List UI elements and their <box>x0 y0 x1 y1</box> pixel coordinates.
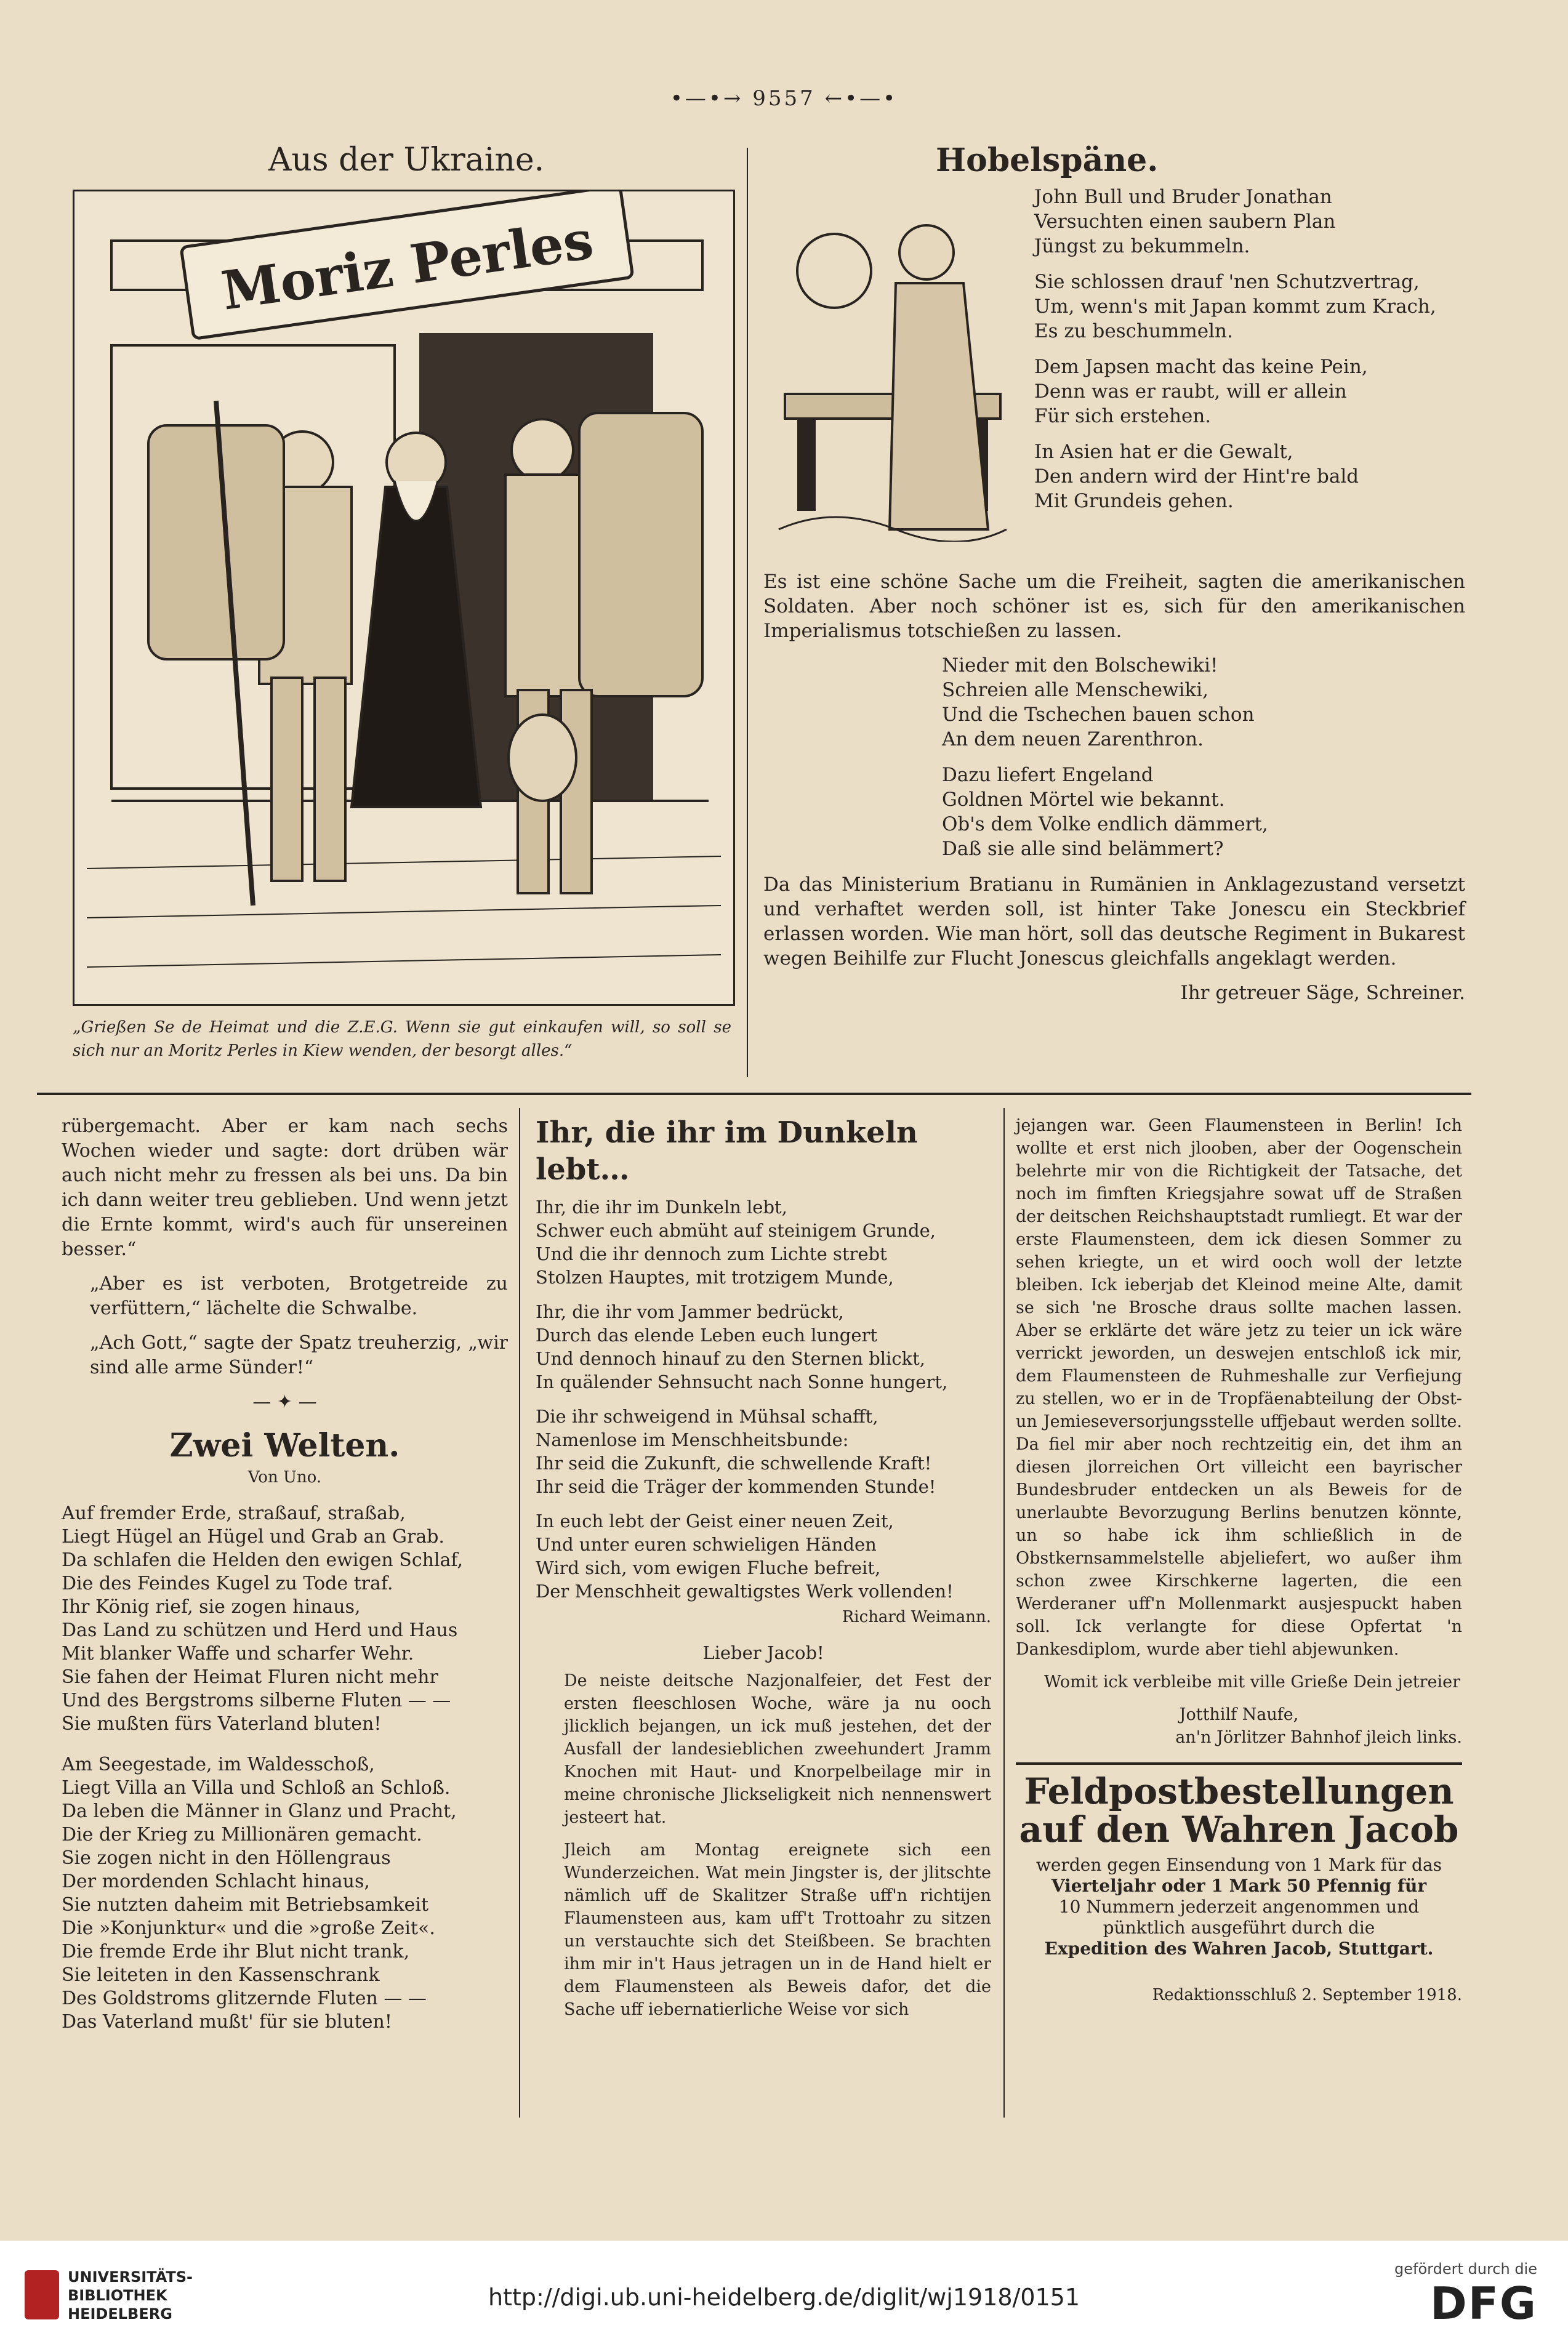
verse-line: Liegt Villa an Villa und Schloß an Schloß. <box>62 1777 451 1799</box>
middle-column <box>536 1114 991 2031</box>
verse-line: Dazu liefert Engeland <box>942 764 1154 786</box>
verse-line: Und die ihr dennoch zum Lichte strebt <box>536 1243 887 1264</box>
digitization-footer <box>0 2241 1568 2349</box>
verse-line: Und die Tschechen bauen schon <box>942 704 1255 726</box>
ornament: — ✦ — <box>252 1391 317 1413</box>
verse-line: Und dennoch hinauf zu den Sternen blickt, <box>536 1348 926 1369</box>
verse-line: Und des Bergstroms silberne Fluten — — <box>62 1690 451 1711</box>
cartoon-caption: „Grießen Se de Heimat und die Z.E.G. Wenn sie gut einkaufen will, so soll se sich nur an Moritz Perles in Kiew wenden, der besorgt alles.“ <box>73 1018 731 1060</box>
dfg-logo: DFG <box>1429 2278 1537 2329</box>
column-divider <box>519 1108 520 2118</box>
verse-line: Ihr König rief, sie zogen hinaus, <box>62 1596 361 1618</box>
stanza <box>1034 270 1502 343</box>
paragraph: jejangen war. Geen Flaumensteen in Berlin! Ich wollte et erst nich jlooben, aber der Oogenschein belehrte mir von die Richtigkeit der Tatsache, det noch im fimften Kriegsjahre sowat uff de Straßen der deitschen Reichshauptstadt rumliegt. Et war der erste Flaumensteen, dem ick diesen Sommer zu sehen kriegte, un et wird ooch woll der letzte bleiben. Ick ieberjab det Kleinod meine Alte, damit se sich 'ne Brosche draus sollte machen lassen. Aber se erklärte det wäre jetz zu teier un ick wäre verrickt jeworden, un deswejen entschloß ick mir, dem Flaumensteen de Ruhmeshalle zur Verfiejung zu stellen, wo er in de Tropfäenabteilung der Obst- un Jemieseversorjungsstelle uffjebaut werden sollte. Da fiel mir aber noch rechtzeitig ein, det ihm an diesen jlorreichen Ort villeicht een bayrischer Bundesbruder entdecken un als Beweis for de unerlaubte Bevorzugung Berlins benutzen könnte, un so habe ick ihm schließlich in de Obstkernsammelstelle abjeliefert, wo außer ihm schon zwee Kirschkerne lagerten, die een Werderaner uff'n Mollenmarkt ausjespuckt haben soll. Ick verlangte for diese Opfertat 'n Dankesdiplom, wurde aber tiehl abjewunken. <box>1016 1116 1462 1659</box>
funder-logo <box>1394 2260 1537 2329</box>
left-column <box>62 1114 508 2045</box>
hobelspaene-body <box>763 569 1465 1005</box>
verse-line: Die ihr schweigend in Mühsal schafft, <box>536 1406 878 1427</box>
stanza <box>536 1405 991 1498</box>
verse-line: Die »Konjunktur« und die »große Zeit«. <box>62 1917 435 1939</box>
zwei-welten-author: Von Uno. <box>247 1468 322 1487</box>
stanza <box>1034 440 1502 513</box>
verse-line: Die der Krieg zu Millionären gemacht. <box>62 1824 422 1845</box>
verse-line: Durch das elende Leben euch lungert <box>536 1325 877 1346</box>
stanza <box>942 653 1465 752</box>
verse-line: Da schlafen die Helden den ewigen Schlaf, <box>62 1549 463 1571</box>
verse-line: Sie fahen der Heimat Fluren nicht mehr <box>62 1666 438 1688</box>
editorial-deadline: Redaktionsschluß 2. September 1918. <box>1152 1986 1462 2004</box>
ad-title-line2: auf den Wahren Jacob <box>1019 1809 1459 1850</box>
letter-salutation: Lieber Jacob! <box>702 1642 824 1663</box>
library-name: BIBLIOTHEK <box>68 2287 167 2304</box>
hobelspaene-verse1 <box>1034 185 1502 524</box>
stanza <box>62 1502 508 1736</box>
paragraph: „Ach Gott,“ sagte der Spatz treuherzig, „wir sind alle arme Sünder!“ <box>90 1332 508 1378</box>
ad-text: pünktlich ausgeführt durch die <box>1103 1917 1375 1938</box>
stanza <box>536 1195 991 1289</box>
ukraine-title: Aus der Ukraine. <box>268 142 545 179</box>
verse-line: Des Goldstroms glitzernde Fluten — — <box>62 1988 427 2009</box>
verse-line: Das Land zu schützen und Herd und Haus <box>62 1620 458 1641</box>
paragraph: De neiste deitsche Nazjonalfeier, det Fest der ersten fleeschlosen Woche, wäre ja nu ooch jlicklich bejangen, un ick muß jestehen, det der Ausfall der landesieblichen zweehundert Jramm Knochen mit Haut- und Knorpelbeilage mir in meine chronische Jlickseligkeit nich nennenswert jesteert hat. <box>564 1671 991 1827</box>
verse-line: Der Menschheit gewaltigstes Werk vollenden! <box>536 1581 954 1602</box>
shop-sign: Moriz Perles <box>217 209 597 323</box>
column-divider <box>1003 1108 1005 2118</box>
verse-line: Jüngst zu bekummeln. <box>1034 235 1250 257</box>
verse-line: Auf fremder Erde, straßauf, straßab, <box>62 1503 406 1524</box>
stanza <box>1034 185 1502 259</box>
subscription-ad <box>1016 1762 1462 1959</box>
cartoon-illustration <box>73 190 735 1006</box>
verse-line: Denn was er raubt, will er allein <box>1034 380 1347 403</box>
verse-line: Den andern wird der Hint're bald <box>1034 465 1359 488</box>
paragraph: „Aber es ist verboten, Brotgetreide zu verfüttern,“ lächelte die Schwalbe. <box>90 1273 508 1319</box>
verse-line: An dem neuen Zarenthron. <box>942 728 1204 750</box>
poem-author: Richard Weimann. <box>842 1608 991 1626</box>
verse-line: Mit blanker Waffe und scharfer Wehr. <box>62 1643 414 1664</box>
verse-line: Wird sich, vom ewigen Fluche befreit, <box>536 1557 881 1578</box>
verse-line: Namenlose im Menschheitsbunde: <box>536 1429 849 1450</box>
right-column <box>1016 1114 1462 2007</box>
verse-line: Da leben die Männer in Glanz und Pracht, <box>62 1801 457 1822</box>
funding-text: gefördert durch die <box>1394 2260 1537 2278</box>
verse-line: Schreien alle Menschewiki, <box>942 679 1208 701</box>
hobelspaene-title: Hobelspäne. <box>936 142 1159 179</box>
ad-text: 10 Nummern jederzeit angenommen und <box>1058 1897 1420 1917</box>
verse-line: Sie mußten fürs Vaterland bluten! <box>62 1713 382 1735</box>
verse-line: In euch lebt der Geist einer neuen Zeit, <box>536 1511 894 1532</box>
verse-line: John Bull und Bruder Jonathan <box>1034 186 1332 208</box>
verse-line: Sie leiteten in den Kassenschrank <box>62 1964 380 1986</box>
verse-line: Ihr seid die Zukunft, die schwellende Kraft! <box>536 1453 932 1474</box>
verse-line: Ihr, die ihr vom Jammer bedrückt, <box>536 1301 844 1322</box>
paragraph: Da das Ministerium Bratianu in Rumänien in Anklagezustand versetzt und verhaftet werden soll, ist hinter Take Jonescu ein Steckbrief erlassen worden. Wie man hört, soll das deutsche Regiment in Bukarest wegen Beihilfe zur Flucht Jonescus gleichfalls angeklagt werden. <box>763 873 1465 970</box>
section-divider <box>37 1093 1471 1095</box>
stanza <box>942 763 1465 861</box>
carpenter-drawing <box>773 185 1013 542</box>
stanza <box>1034 355 1502 428</box>
verse-line: In Asien hat er die Gewalt, <box>1034 441 1293 463</box>
verse-line: Ihr, die ihr im Dunkeln lebt, <box>536 1197 787 1218</box>
verse-line: Mit Grundeis gehen. <box>1034 490 1234 512</box>
verse-line: Daß sie alle sind belämmert? <box>942 838 1224 860</box>
stanza <box>536 1509 991 1603</box>
verse-line: Um, wenn's mit Japan kommt zum Krach, <box>1034 295 1436 318</box>
verse-line: Sie schlossen drauf 'nen Schutzvertrag, <box>1034 271 1420 293</box>
paragraph: rübergemacht. Aber er kam nach sechs Wochen wieder und sagte: dort drüben wär auch nicht mehr zu fressen als bei uns. Da bin ich dann weiter treu geblieben. Und wenn jetzt die Ernte kommt, wird's auch für unsereinen besser.“ <box>62 1115 508 1260</box>
verse-line: Sie zogen nicht in den Höllengraus <box>62 1847 391 1869</box>
letter-signature: Jotthilf Naufe, <box>1179 1705 1299 1724</box>
verse-line: Goldnen Mörtel wie bekannt. <box>942 789 1225 811</box>
ad-text: Expedition des Wahren Jacob, Stuttgart. <box>1044 1938 1434 1959</box>
stanza <box>536 1300 991 1394</box>
zwei-welten-title: Zwei Welten. <box>169 1427 400 1464</box>
verse-line: Nieder mit den Bolschewiki! <box>942 654 1218 677</box>
verse-line: Die fremde Erde ihr Blut nicht trank, <box>62 1941 410 1962</box>
letter-closing: Womit ick verbleibe mit ville Grieße Dein jetreier <box>1044 1672 1460 1692</box>
ad-title-line1: Feldpostbestellungen <box>1024 1770 1454 1812</box>
hobelspaene-signature: Ihr getreuer Säge, Schreiner. <box>1180 982 1465 1004</box>
source-url-link[interactable]: http://digi.ub.uni-heidelberg.de/diglit/wj1918/0151 <box>488 2284 1080 2311</box>
verse-line: Das Vaterland mußt' für sie bluten! <box>62 2011 392 2033</box>
cartoon-drawing <box>74 191 733 1004</box>
verse-line: Schwer euch abmüht auf steinigem Grunde, <box>536 1220 936 1241</box>
hobelspaene-verse2 <box>763 653 1465 861</box>
ad-text: werden gegen Einsendung von 1 Mark für das <box>1035 1855 1442 1875</box>
verse-line: Dem Japsen macht das keine Pein, <box>1034 356 1368 378</box>
paragraph: Es ist eine schöne Sache um die Freiheit, sagten die amerikanischen Soldaten. Aber noch schöner ist es, sich für den amerikanischen Imperialismus totschießen zu lassen. <box>763 571 1465 642</box>
letter-signature-location: an'n Jörlitzer Bahnhof jleich links. <box>1175 1728 1462 1747</box>
verse-line: Der mordenden Schlacht hinaus, <box>62 1871 370 1892</box>
verse-line: Am Seegestade, im Waldesschoß, <box>62 1754 375 1775</box>
library-name: UNIVERSITÄTS- <box>68 2268 193 2286</box>
verse-line: Liegt Hügel an Hügel und Grab an Grab. <box>62 1526 444 1548</box>
dunkeln-title: Ihr, die ihr im Dunkeln lebt… <box>536 1115 918 1187</box>
verse-line: Die des Feindes Kugel zu Tode traf. <box>62 1573 393 1594</box>
paragraph: Jleich am Montag ereignete sich een Wunderzeichen. Wat mein Jingster is, der jlitschte nämlich uff de Skalitzer Straße uff'n richtijen Flaumensteen aus, kam uff't Trottoahr zu sitzen un verstauchte sich det Steißbeen. Se brachten ihm mir in't Haus jetragen un in de Hand hielt er dem Flaumensteen als Beweis dafor, det die Sache uff iebernatierliche Weise vor sich <box>564 1841 991 2019</box>
verse-line: Sie nutzten daheim mit Betriebsamkeit <box>62 1894 429 1916</box>
verse-line: Und unter euren schwieligen Händen <box>536 1534 877 1555</box>
verse-line: Stolzen Hauptes, mit trotzigem Munde, <box>536 1267 894 1288</box>
page-number: •—•→ 9557 ←•—• <box>670 86 898 111</box>
carpenter-illustration <box>773 185 1013 542</box>
ad-text: Vierteljahr oder 1 Mark 50 Pfennig für <box>1051 1876 1427 1896</box>
verse-line: In quälender Sehnsucht nach Sonne hungert, <box>536 1371 948 1392</box>
verse-line: Ob's dem Volke endlich dämmert, <box>942 813 1268 835</box>
library-name: HEIDELBERG <box>68 2305 172 2323</box>
verse-line: Für sich erstehen. <box>1034 405 1212 427</box>
column-divider <box>747 148 748 1077</box>
verse-line: Versuchten einen saubern Plan <box>1034 211 1336 233</box>
verse-line: Es zu beschummeln. <box>1034 320 1233 342</box>
verse-line: Ihr seid die Träger der kommenden Stunde! <box>536 1476 936 1497</box>
stanza <box>62 1753 508 2034</box>
